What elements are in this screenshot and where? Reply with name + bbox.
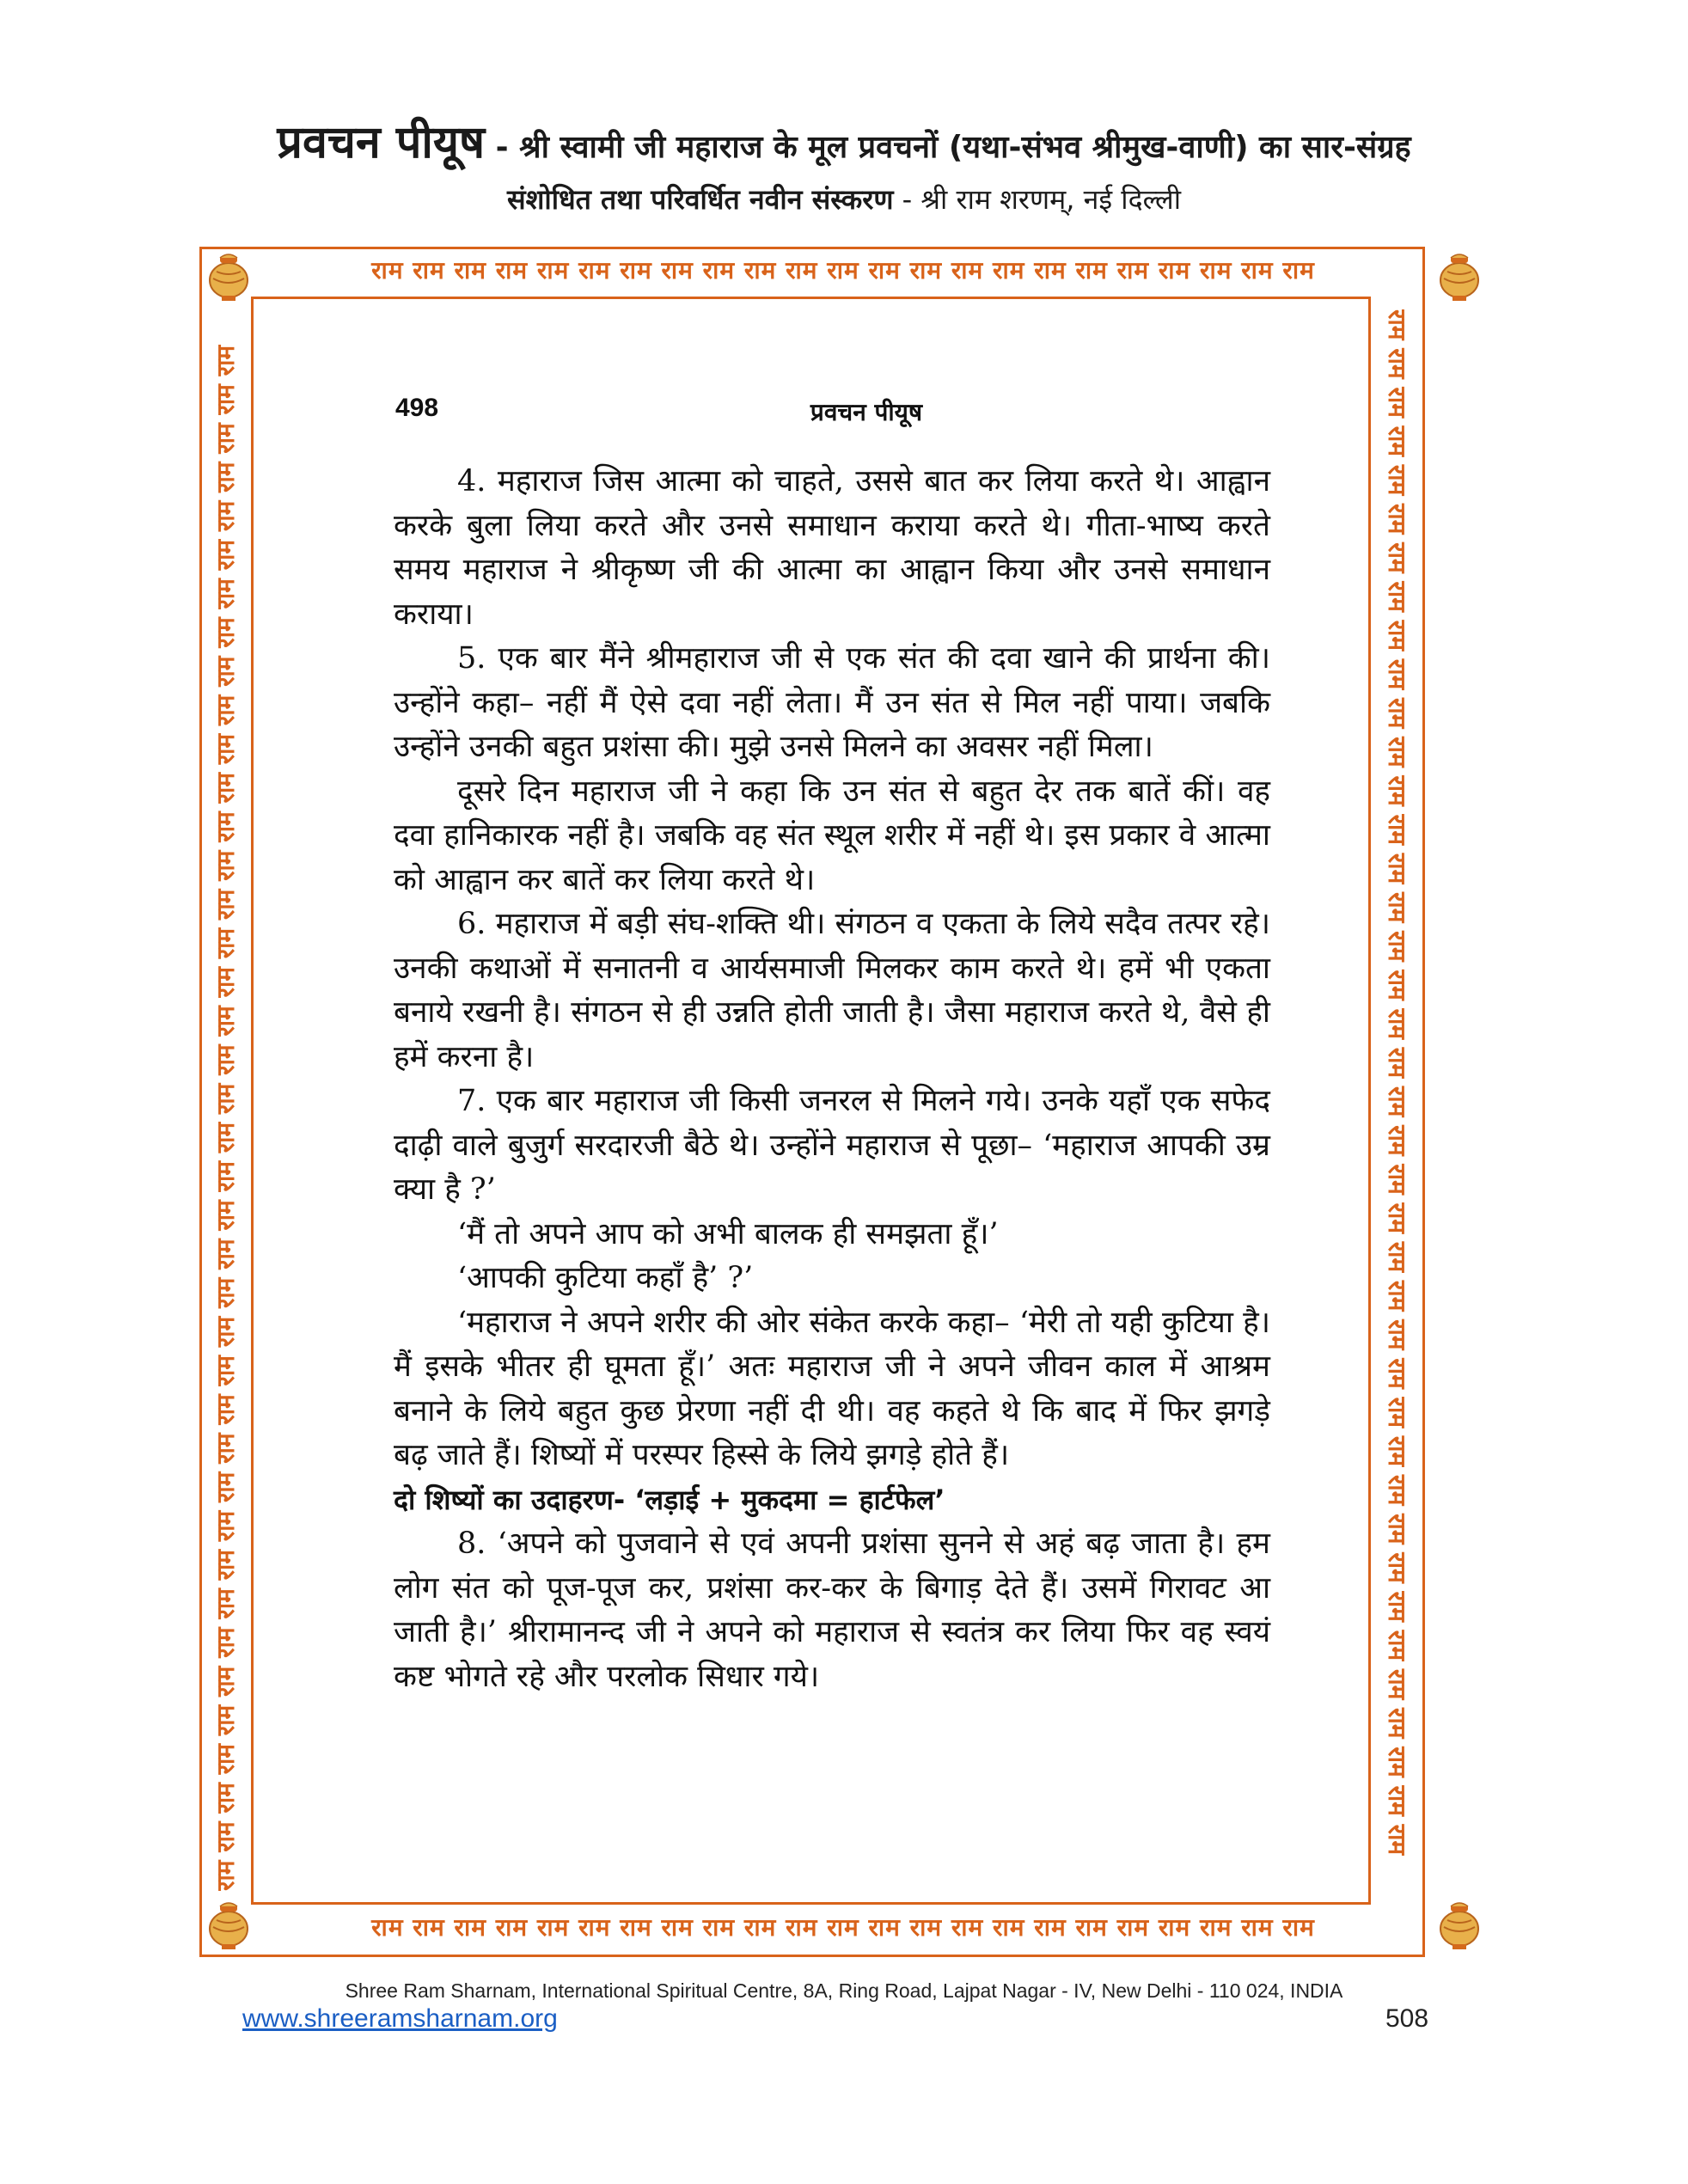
- paragraph: दूसरे दिन महाराज जी ने कहा कि उन संत से बहुत देर तक बातें कीं। वह दवा हानिकारक नहीं है। जबकि वह संत स्थूल शरीर में नहीं थे। इस प्रकार वे आत्मा को आह्वान कर बातें कर लिया करते थे।: [394, 774, 1270, 897]
- ram-border-bottom: [249, 1906, 1437, 1949]
- ram-border-bottom-text: राम राम राम राम राम राम राम राम राम राम राम राम राम राम राम राम राम राम राम राम राम राम राम: [371, 1913, 1315, 1942]
- website-link[interactable]: www.shreeramsharnam.org: [242, 2004, 558, 2033]
- paragraph: 4. महाराज जिस आत्मा को चाहते, उससे बात कर लिया करते थे। आह्वान करके बुला लिया करते और उनसे समाधान कराया करते थे। गीता-भाष्य करते समय महाराज ने श्रीकृष्ण जी की आत्मा का आह्वान किया और उनसे समाधान कराया।: [394, 464, 1270, 632]
- page-border-inner-right: [1368, 297, 1371, 1905]
- pdf-page-number: 508: [1385, 2004, 1429, 2033]
- book-body-text: [394, 460, 1270, 1699]
- document-header-title: [0, 110, 1688, 171]
- paragraph: ‘मैं तो अपने आप को अभी बालक ही समझता हूँ।’: [457, 1216, 999, 1251]
- header-subtitle-bold: संशोधित तथा परिवर्धित नवीन संस्करण: [507, 183, 894, 216]
- header-subtitle-rest: - श्री राम शरणम्, नई दिल्ली: [893, 183, 1181, 216]
- header-title-separator: -: [485, 130, 520, 165]
- page-border-inner-bottom: [251, 1902, 1368, 1905]
- paragraph: ‘महाराज ने अपने शरीर की ओर संकेत करके कहा– ‘मेरी तो यही कुटिया है। मैं इसके भीतर ही घूमता हूँ।’ अतः महाराज जी ने अपने जीवन काल में आश्रम बनाने के लिये बहुत कुछ प्रेरणा नहीं दी थी। वह कहते थे कि बाद में फिर झगड़े बढ़ जाते हैं। शिष्यों में परस्पर हिस्से के लिये झगड़े होते हैं।: [394, 1305, 1270, 1472]
- page-border-inner-left: [251, 297, 254, 1905]
- book-page-number: 498: [395, 394, 439, 422]
- ram-border-right-text: राम राम राम राम राम राम राम राम राम राम राम राम राम राम राम राम राम राम राम राम राम राम राम राम राम राम राम राम राम राम राम राम राम राम राम राम राम राम राम राम: [1383, 309, 1411, 1856]
- paragraph: ‘आपकी कुटिया कहाँ है’ ?’: [457, 1261, 754, 1295]
- ram-border-left: [205, 309, 248, 1891]
- kalash-icon: [1432, 1898, 1487, 1953]
- document-header-subtitle: [0, 180, 1688, 217]
- paragraph: 6. महाराज में बड़ी संघ-शक्ति थी। संगठन व एकता के लिये सदैव तत्पर रहे। उनकी कथाओं में सनातनी व आर्यसमाजी मिलकर काम करते थे। हमें भी एकता बनाये रखनी है। संगठन से ही उन्नति होती जाती है। जैसा महाराज करते थे, वैसे ही हमें करना है।: [394, 907, 1270, 1074]
- kalash-icon: [201, 1898, 256, 1953]
- paragraph: 7. एक बार महाराज जी किसी जनरल से मिलने गये। उनके यहाँ एक सफेद दाढ़ी वाले बुजुर्ग सरदारजी बैठे थे। उन्होंने महाराज से पूछा– ‘महाराज आपकी उम्र क्या है ?’: [394, 1084, 1270, 1207]
- page-border-inner-top: [251, 297, 1368, 299]
- section-heading: दो शिष्यों का उदाहरण- ‘लड़ाई + मुकदमा = हार्टफेल’: [394, 1483, 945, 1516]
- ram-border-top-text: राम राम राम राम राम राम राम राम राम राम राम राम राम राम राम राम राम राम राम राम राम राम राम: [371, 256, 1315, 284]
- ram-border-right: [1375, 309, 1418, 1891]
- paragraph: 8. ‘अपने को पुजवाने से एवं अपनी प्रशंसा सुनने से अहं बढ़ जाता है। हम लोग संत को पूज-पूज कर, प्रशंसा कर-कर के बिगाड़ देते हैं। उसमें गिरावट आ जाती है।’ श्रीरामानन्द जी ने अपने को महाराज से स्वतंत्र कर लिया फिर वह स्वयं कष्ट भोगते रहे और परलोक सिधार गये।: [394, 1526, 1270, 1694]
- header-title-rest: श्री स्वामी जी महाराज के मूल प्रवचनों (यथा-संभव श्रीमुख-वाणी) का सार-संग्रह: [519, 130, 1411, 165]
- footer-address: Shree Ram Sharnam, International Spiritual Centre, 8A, Ring Road, Lajpat Nagar - IV, New Delhi - 110 024, INDIA: [345, 1979, 1343, 2002]
- paragraph: 5. एक बार मैंने श्रीमहाराज जी से एक संत की दवा खाने की प्रार्थना की। उन्होंने कहा– नहीं मैं ऐसे दवा नहीं लेता। मैं उन संत से मिल नहीं पाया। जबकि उन्होंने उनकी बहुत प्रशंसा की। मुझे उनसे मिलने का अवसर नहीं मिला।: [394, 641, 1270, 764]
- kalash-icon: [201, 249, 256, 304]
- ram-border-top: [249, 249, 1437, 292]
- ram-border-left-text: राम राम राम राम राम राम राम राम राम राम राम राम राम राम राम राम राम राम राम राम राम राम राम राम राम राम राम राम राम राम राम राम राम राम राम राम राम राम राम राम: [211, 345, 240, 1891]
- book-page-title: प्रवचन पीयूष: [810, 398, 923, 426]
- kalash-icon: [1432, 249, 1487, 304]
- header-title-main: प्रवचन पीयूष: [277, 117, 486, 168]
